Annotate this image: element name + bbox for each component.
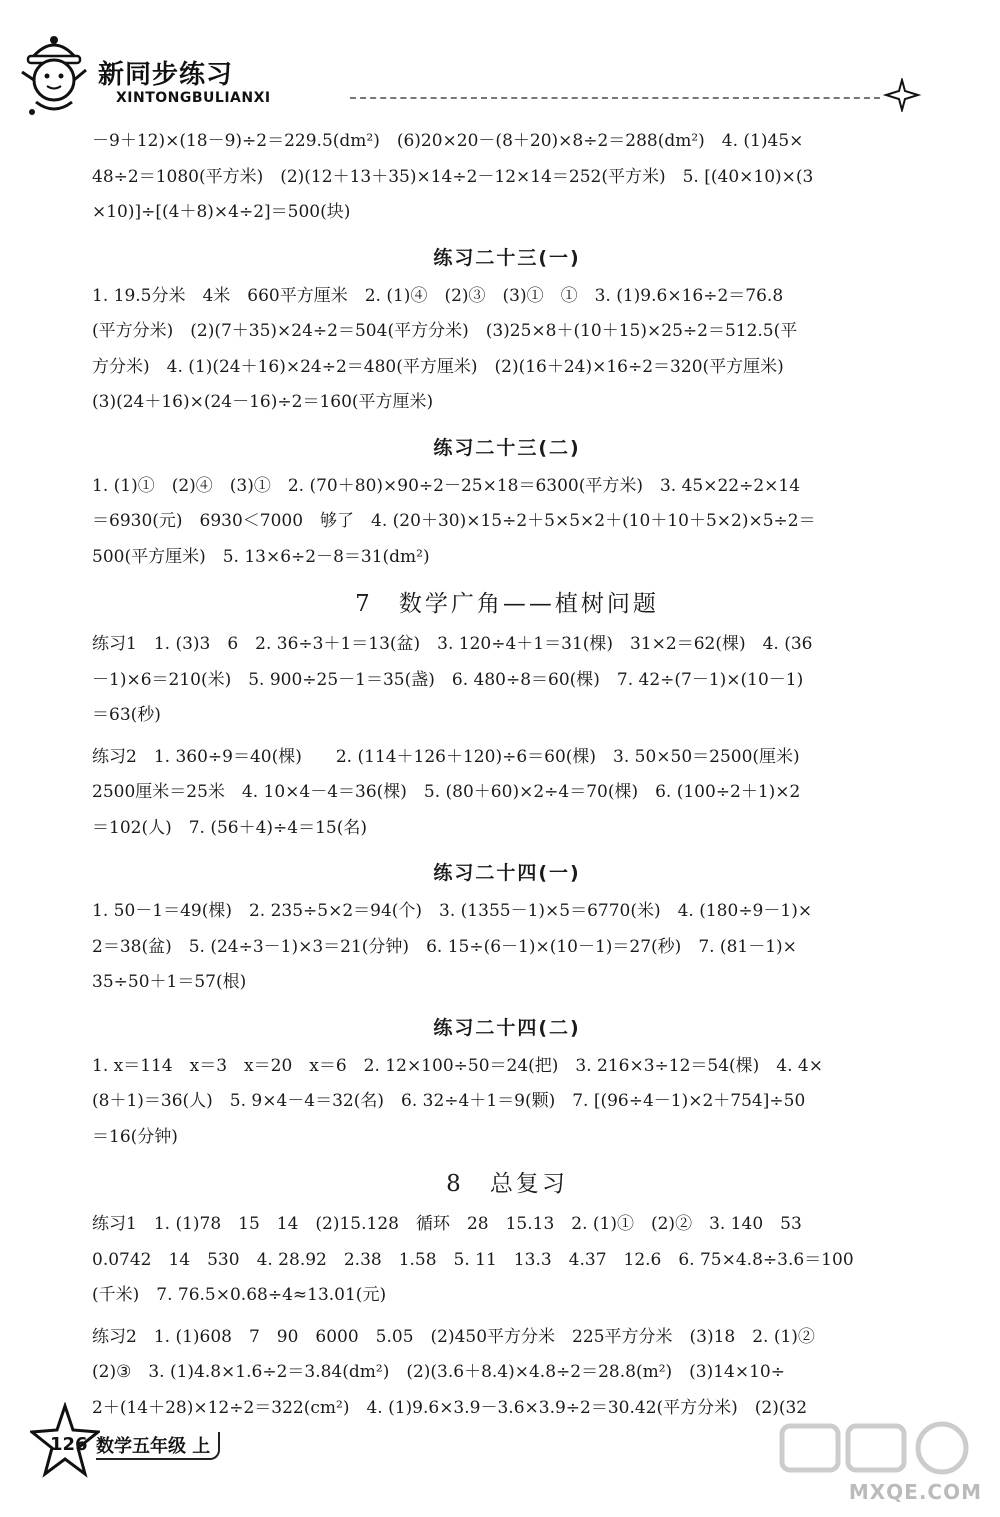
answer-block (92, 627, 922, 734)
page-number: 126 (50, 1434, 88, 1455)
answer-line: ＝6930(元) 6930＜7000 够了 4. (20＋30)×15÷2＋5×5×2＋(10＋10＋5×2)×5÷2＝ (92, 511, 816, 531)
answer-line: 1. (1)① (2)④ (3)① 2. (70＋80)×90÷2－25×18＝6300(平方米) 3. 45×22÷2×14 (92, 475, 801, 496)
exercise-heading: 练习二十三(一) (433, 246, 581, 269)
sparkle-icon (882, 78, 922, 112)
chapter-number: 7 (355, 591, 373, 617)
answer-line: (千米) 7. 76.5×0.68÷4≈13.01(元) (92, 1285, 387, 1305)
answer-line: ＝63(秒) (92, 705, 161, 725)
answer-line: (2)③ 3. (1)4.8×1.6÷2＝3.84(dm²) (2)(3.6＋8.4)×4.8÷2＝28.8(m²) (3)14×10÷ (92, 1362, 785, 1382)
answer-line: 2＝38(盆) 5. (24÷3－1)×3＝21(分钟) 6. 15÷(6－1)×(10－1)＝27(秒) 7. (81－1)× (92, 936, 797, 957)
grade-label: 数学五年级 上 (96, 1432, 220, 1460)
answer-line: (3)(24＋16)×(24－16)÷2＝160(平方厘米) (92, 392, 434, 412)
page-header (0, 0, 1000, 120)
watermark-site: MXQE.COM (848, 1480, 982, 1504)
answer-line: 48÷2＝1080(平方米) (2)(12＋13＋35)×14÷2－12×14＝252(平方米) 5. [(40×10)×(3 (92, 166, 814, 187)
answer-line: 方分米) 4. (1)(24＋16)×24÷2＝480(平方厘米) (2)(16＋24)×16÷2＝320(平方厘米) (92, 356, 784, 377)
answer-line: 1. 19.5分米 4米 660平方厘米 2. (1)④ (2)③ (3)① ① 3. (1)9.6×16÷2＝76.8 (92, 285, 784, 306)
answer-line: 2500厘米＝25米 4. 10×4－4＝36(棵) 5. (80＋60)×2÷4＝70(棵) 6. (100÷2＋1)×2 (92, 782, 801, 802)
mascot-logo-icon (18, 30, 90, 118)
answer-block (92, 894, 922, 1001)
answer-block (92, 740, 922, 847)
answer-line: 35÷50＋1＝57(根) (92, 972, 247, 992)
answer-block (92, 1207, 922, 1314)
answer-line: 练习2 1. 360÷9＝40(棵) 2. (114＋126＋120)÷6＝60(棵) 3. 50×50＝2500(厘米) (92, 746, 800, 767)
answer-line: ×10)]÷[(4＋8)×4÷2]＝500(块) (92, 202, 351, 222)
chapter-title: 数学广角——植树问题 (398, 591, 659, 617)
chapter-heading (92, 1161, 922, 1207)
answer-line: (平方分米) (2)(7＋35)×24÷2＝504(平方分米) (3)25×8＋(10＋15)×25÷2＝512.5(平 (92, 321, 798, 341)
answer-line: 1. x＝114 x＝3 x＝20 x＝6 2. 12×100÷50＝24(把) 3. 216×3÷12＝54(棵) 4. 4× (92, 1055, 823, 1076)
watermark-logo-icon (772, 1418, 972, 1478)
answer-line: －9＋12)×(18－9)÷2＝229.5(dm²) (6)20×20－(8＋20)×8÷2＝288(dm²) 4. (1)45× (92, 131, 804, 151)
page-footer (30, 1402, 370, 1482)
chapter-heading (92, 581, 922, 627)
answer-block (92, 124, 922, 231)
answer-line: ＝16(分钟) (92, 1126, 178, 1147)
header-divider (350, 97, 880, 101)
exercise-heading: 练习二十四(一) (433, 862, 581, 884)
answer-line: 1. 50－1＝49(棵) 2. 235÷5×2＝94(个) 3. (1355－1)×5＝6770(米) 4. (180÷9－1)× (92, 901, 813, 921)
answer-line: 500(平方厘米) 5. 13×6÷2－8＝31(dm²) (92, 546, 430, 567)
brand-pinyin: XINTONGBULIANXI (116, 90, 271, 106)
answer-line: (8＋1)＝36(人) 5. 9×4－4＝32(名) 6. 32÷4＋1＝9(颗) 7. [(96÷4－1)×2＋754]÷50 (92, 1091, 806, 1111)
answer-block (92, 1049, 922, 1156)
brand-title: 新同步练习 (98, 60, 234, 90)
answer-content (92, 124, 922, 1432)
chapter-title: 总复习 (489, 1171, 568, 1197)
answer-line: －1)×6＝210(米) 5. 900÷25－1＝35(盏) 6. 480÷8＝60(棵) 7. 42÷(7－1)×(10－1) (92, 669, 804, 690)
answer-line: 练习1 1. (3)3 6 2. 36÷3＋1＝13(盆) 3. 120÷4＋1＝31(棵) 31×2＝62(棵) 4. (36 (92, 634, 813, 654)
answer-line: 2＋(14＋28)×12÷2＝322(cm²) 4. (1)9.6×3.9－3.6×3.9÷2＝30.42(平方分米) (2)(32 (92, 1397, 808, 1418)
answer-line: ＝102(人) 7. (56＋4)÷4＝15(名) (92, 817, 368, 838)
answer-line: 0.0742 14 530 4. 28.92 2.38 1.58 5. 11 13.3 4.37 12.6 6. 75×4.8÷3.6＝100 (92, 1249, 854, 1270)
chapter-number: 8 (446, 1171, 464, 1197)
answer-line: 练习2 1. (1)608 7 90 6000 5.05 (2)450平方分米 225平方分米 (3)18 2. (1)② (92, 1326, 815, 1347)
answer-block (92, 279, 922, 421)
answer-line: 练习1 1. (1)78 15 14 (2)15.128 循环 28 15.13 2. (1)① (2)② 3. 140 53 (92, 1214, 802, 1234)
exercise-heading: 练习二十三(二) (433, 436, 581, 459)
answer-block (92, 469, 922, 576)
watermark (722, 1418, 982, 1508)
exercise-heading: 练习二十四(二) (433, 1016, 581, 1039)
